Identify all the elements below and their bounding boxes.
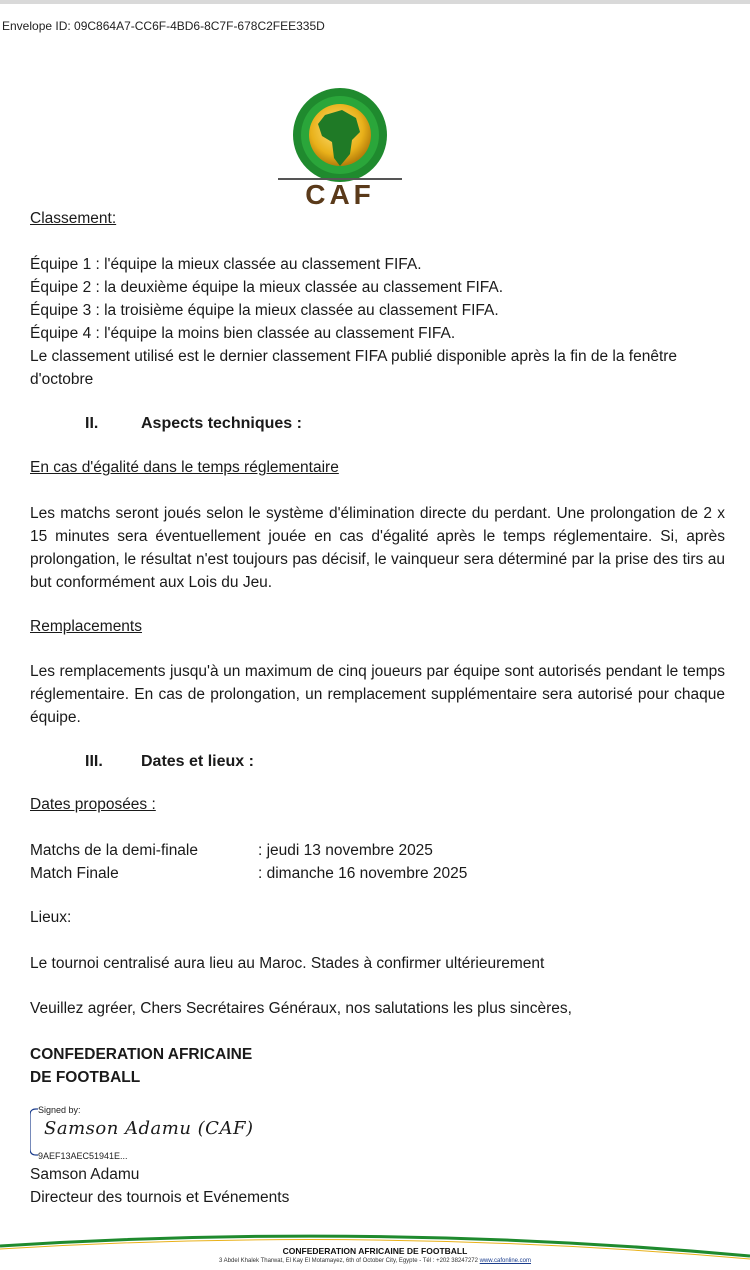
lieux-text: Le tournoi centralisé aura lieu au Maroc. Stades à confirmer ultérieurement — [30, 955, 545, 972]
date-label: Matchs de la demi-finale — [30, 842, 198, 859]
footer-title: CONFEDERATION AFRICAINE DE FOOTBALL — [282, 1246, 468, 1256]
handwritten-signature: Samson Adamu (CAF) — [44, 1118, 254, 1139]
org-name-line1: CONFEDERATION AFRICAINE — [30, 1046, 253, 1063]
date-label: Match Finale — [30, 865, 119, 882]
document-body — [30, 205, 725, 1089]
classement-item: Équipe 2 : la deuxième équipe la mieux classée au classement FIFA. — [30, 279, 504, 296]
section-3-title: Dates et lieux : — [141, 753, 254, 770]
classement-item: Équipe 4 : l'équipe la moins bien classée au classement FIFA. — [30, 325, 456, 342]
signed-by-label: Signed by: — [38, 1105, 81, 1115]
footer-website-link[interactable]: www.cafonline.com — [479, 1258, 531, 1264]
signatory-name: Samson Adamu — [30, 1166, 140, 1183]
footer-address — [0, 1258, 750, 1264]
logo-text: CAF — [305, 179, 375, 210]
paragraph-prolongation: Les matchs seront joués selon le système d'élimination directe du perdant. Une prolongation de 2 x 15 minutes sera éventuellement jouée en cas d'égalité après le temps réglementaire. Si, après prolongation, le résultat n'est toujours pas décisif, le vainqueur sera déterminé par la prise des tirs au but conformément aux Lois du Jeu. — [30, 505, 725, 591]
date-row — [30, 839, 725, 862]
footer-address-text: 3 Abdel Khalek Tharwat, El Kay El Motamayez, 6th of October City, Egypte - Tél : +202 38247272 — [218, 1258, 478, 1264]
closing-salutation: Veuillez agréer, Chers Secrétaires Généraux, nos salutations les plus sincères, — [30, 1000, 572, 1017]
section-2-heading — [30, 412, 725, 435]
section-2-title: Aspects techniques : — [141, 415, 302, 432]
signature-hash: 9AEF13AEC51941E... — [38, 1151, 128, 1161]
classement-heading: Classement: — [30, 210, 117, 227]
top-border — [0, 0, 750, 4]
section-3-number: III. — [85, 753, 103, 770]
date-row — [30, 862, 725, 885]
signatory-role: Directeur des tournois et Evénements — [30, 1189, 290, 1206]
section-2-number: II. — [85, 415, 99, 432]
section-3-heading — [30, 750, 725, 773]
subheading-egalite: En cas d'égalité dans le temps réglementaire — [30, 459, 339, 476]
classement-item: Équipe 3 : la troisième équipe la mieux classée au classement FIFA. — [30, 302, 499, 319]
lieux-label: Lieux: — [30, 909, 72, 926]
subheading-remplacements: Remplacements — [30, 618, 142, 635]
envelope-id: Envelope ID: 09C864A7-CC6F-4BD6-8C7F-678C2FEE335D — [2, 19, 325, 33]
classement-item: Équipe 1 : l'équipe la mieux classée au classement FIFA. — [30, 256, 422, 273]
date-value: : dimanche 16 novembre 2025 — [258, 865, 468, 882]
org-name-line2: DE FOOTBALL — [30, 1069, 141, 1086]
classement-note: Le classement utilisé est le dernier classement FIFA publié disponible après la fin de la fenêtre d'octobre — [30, 348, 678, 388]
caf-logo — [270, 80, 410, 210]
subheading-dates: Dates proposées : — [30, 796, 156, 813]
paragraph-remplacements: Les remplacements jusqu'à un maximum de cinq joueurs par équipe sont autorisés pendant le temps réglementaire. En cas de prolongation, un remplacement supplémentaire sera autorisé pour chaque équipe. — [30, 663, 725, 726]
date-value: : jeudi 13 novembre 2025 — [258, 842, 433, 859]
